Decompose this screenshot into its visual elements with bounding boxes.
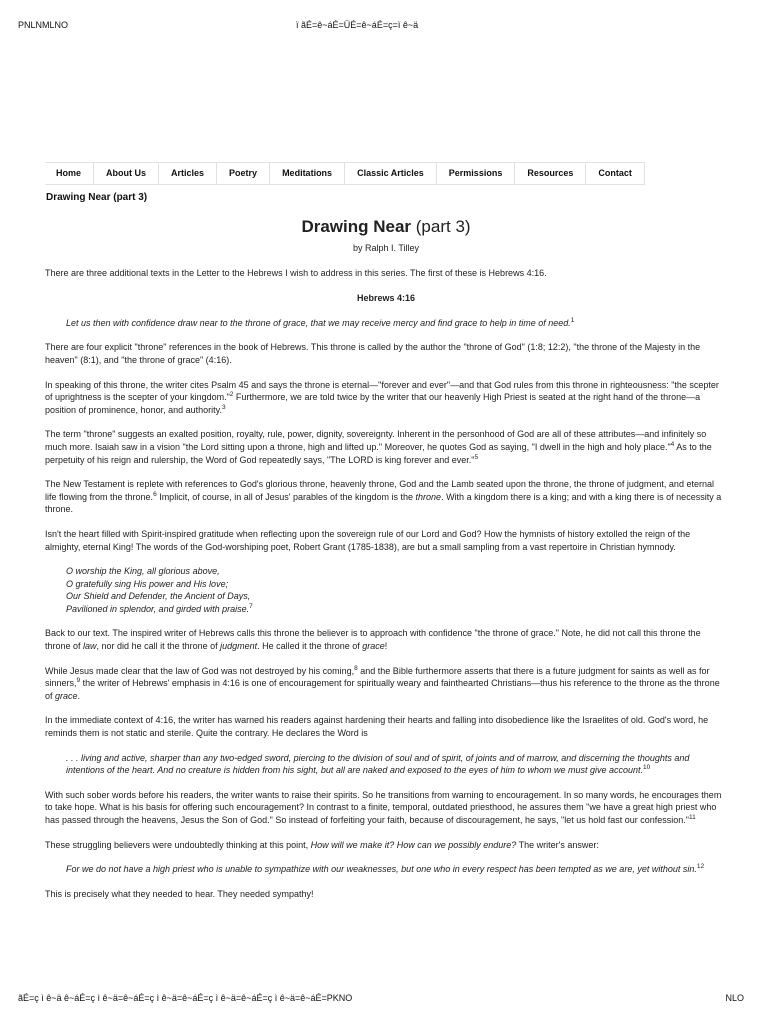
emphasis-grace: grace bbox=[55, 690, 78, 701]
nav-item-meditations[interactable]: Meditations bbox=[270, 163, 345, 184]
paragraph-text: . He called it the throne of bbox=[257, 641, 363, 652]
main-nav bbox=[45, 162, 645, 185]
paragraph-text: Implicit, of course, in all of Jesus' parables of the kingdom is the bbox=[156, 491, 416, 502]
paragraph-7 bbox=[45, 665, 727, 703]
footnote-ref-5[interactable]: 5 bbox=[474, 453, 479, 461]
article-title bbox=[45, 214, 727, 240]
scripture-quote-3 bbox=[66, 863, 727, 876]
print-footer-url: ãÉ=ç ì ê~ä ê~áÉ=ç ì ê~ä=ê~áÉ=ç ì ê~ä=ê~áÉ=ç ì ê~ä=ê~áÉ=ç ì ê~ä=ê~áÉ=PKNO bbox=[18, 993, 353, 1003]
print-footer bbox=[18, 993, 750, 1007]
emphasis-grace: grace bbox=[362, 641, 385, 652]
nav-item-articles[interactable]: Articles bbox=[159, 163, 217, 184]
article-title-main: Drawing Near bbox=[301, 217, 412, 236]
paragraph-text: The term "throne" suggests an exalted position, royalty, rule, power, dignity, sovereignty. Inherent in the personhood of God are all of these attributes—and infinitely so much more. Isaiah saw in a vision "the Lord sitting upon a throne, high and lifted up." Moreover, he quotes God as saying, "I dwell in the high and holy place." bbox=[45, 429, 707, 452]
paragraph-11: This is precisely what they needed to hear. They needed sympathy! bbox=[45, 888, 314, 899]
paragraph-text: , nor did he call it the throne of bbox=[96, 641, 221, 652]
paragraph-text: With such sober words before his readers, the writer wants to raise their spirits. So he transitions from warning to encouragement. In so many words, he encourages them to take hope. What is his basis for offering such encouragement? In contrast to a finite, temporal, outdated priesthood, he assures them "we have a great high priest who has passed through the heavens, Jesus the Son of God." So instead of forfeiting your faith, because of discouragement, he says, "let us hold fast our confession." bbox=[45, 789, 722, 825]
page-breadcrumb: Drawing Near (part 3) bbox=[46, 192, 148, 203]
footnote-ref-6[interactable]: 6 bbox=[153, 490, 157, 498]
paragraph-text: As to the perpetuity of his reign and rulership, the Word of God repeatedly says, "The LORD is king forever and ever." bbox=[45, 441, 712, 465]
print-footer-page-number: NLO bbox=[725, 993, 744, 1003]
article-title-part: (part 3) bbox=[415, 217, 471, 236]
scripture-quote-1 bbox=[66, 317, 727, 330]
article-body bbox=[45, 214, 727, 900]
paragraph-5: Isn't the heart filled with Spirit-inspired gratitude when reflecting upon the sovereign rule of our Lord and God? How the hymnists of history extolled the reign of the almighty, eternal King! The words of the God-worshiping poet, Robert Grant (1785-1838), are but a small sampling from a vast repertoire in Christian hymnody. bbox=[45, 528, 691, 552]
print-header-left: PNLNMLNO bbox=[18, 20, 69, 30]
quote-text: . . . living and active, sharper than any two-edged sword, piercing to the division of soul and of spirit, of joints and of marrow, and discerning the thoughts and intentions of the heart. And no creature is hidden from his sight, but all are naked and exposed to the eyes of him to whom we must give account. bbox=[66, 752, 690, 776]
article-byline: by Ralph I. Tilley bbox=[352, 243, 420, 253]
nav-item-contact[interactable]: Contact bbox=[586, 163, 645, 184]
footnote-ref-9[interactable]: 9 bbox=[76, 677, 81, 685]
paragraph-text: In speaking of this throne, the writer cites Psalm 45 and says the throne is eternal—"forever and ever"—and that God rules from this throne in righteousness: "the scepter of uprightness is the scepter of your kingdom." bbox=[45, 379, 719, 403]
footnote-ref-7[interactable]: 7 bbox=[249, 602, 253, 610]
hymn-line: O worship the King, all glorious above, bbox=[66, 566, 220, 577]
hymn-line: O gratefully sing His power and His love; bbox=[66, 578, 229, 589]
paragraph-text: The writer's answer: bbox=[516, 839, 599, 850]
nav-item-poetry[interactable]: Poetry bbox=[217, 163, 270, 184]
footnote-ref-4[interactable]: 4 bbox=[670, 440, 675, 448]
paragraph-10 bbox=[45, 839, 727, 852]
footnote-ref-1[interactable]: 1 bbox=[570, 316, 575, 324]
paragraph-3 bbox=[45, 428, 727, 466]
paragraph-9 bbox=[45, 789, 727, 827]
hymn-line: Pavilioned in splendor, and girded with praise. bbox=[66, 603, 250, 614]
paragraph-4 bbox=[45, 478, 727, 516]
paragraph-text: the writer of Hebrews' emphasis in 4:16 is one of encouragement for spiritually weary and fainthearted Christians—thus his reference to the throne as the throne of bbox=[45, 678, 720, 701]
paragraph-6 bbox=[45, 627, 727, 652]
print-header-title: ï ãÉ=ê~áÉ=ÜÉ=ê~áÉ=ç=ì ê~ä bbox=[296, 20, 419, 30]
print-header bbox=[18, 20, 750, 34]
nav-item-about-us[interactable]: About Us bbox=[94, 163, 159, 184]
emphasis-judgment: judgment bbox=[220, 641, 258, 652]
paragraph-1: There are four explicit "throne" references in the book of Hebrews. This throne is called by the author the "throne of God" (1:8; 12:2), "the throne of the Majesty in the heaven" (8:1), and "the throne of grace" (4:16). bbox=[45, 342, 701, 365]
section-heading: Hebrews 4:16 bbox=[356, 293, 416, 304]
nav-item-home[interactable]: Home bbox=[45, 163, 94, 184]
hymn-line: Our Shield and Defender, the Ancient of Days, bbox=[66, 591, 251, 602]
nav-item-resources[interactable]: Resources bbox=[515, 163, 586, 184]
emphasis-throne: throne bbox=[415, 491, 442, 502]
paragraph-text: ! bbox=[384, 641, 388, 652]
paragraph-text: These struggling believers were undoubtedly thinking at this point, bbox=[45, 839, 311, 850]
footnote-ref-10[interactable]: 10 bbox=[643, 764, 651, 772]
footnote-ref-11[interactable]: 11 bbox=[688, 814, 696, 821]
paragraph-text: While Jesus made clear that the law of God was not destroyed by his coming, bbox=[45, 665, 355, 676]
footnote-ref-2[interactable]: 2 bbox=[229, 391, 234, 399]
nav-item-permissions[interactable]: Permissions bbox=[437, 163, 516, 184]
emphasis-law: law bbox=[83, 641, 97, 652]
footnote-ref-8[interactable]: 8 bbox=[354, 664, 358, 672]
hymn-quote bbox=[66, 565, 727, 615]
intro-paragraph: There are three additional texts in the Letter to the Hebrews I wish to address in this series. The first of these is Hebrews 4:16. bbox=[45, 267, 547, 278]
quote-text: For we do not have a high priest who is unable to sympathize with our weaknesses, but one who in every respect has been tempted as we are, yet without sin. bbox=[66, 864, 697, 875]
paragraph-text: Furthermore, we are told twice by the writer that our heavenly High Priest is seated at the right hand of the throne—a position of prominence, honor, and authority. bbox=[45, 392, 701, 415]
scripture-quote-2 bbox=[66, 752, 727, 777]
paragraph-2 bbox=[45, 379, 727, 417]
paragraph-text: The New Testament is replete with references to God's glorious throne, heavenly throne, God and the Lamb seated upon the throne, the throne of judgment, and eternal life flowing from the throne. bbox=[45, 479, 714, 502]
paragraph-text: . With a kingdom there is a king; and with a king there is of necessity a throne. bbox=[45, 491, 722, 515]
paragraph-8: In the immediate context of 4:16, the writer has warned his readers against hardening their hearts and falling into disobedience like the Israelites of old. God's word, he reminds them is not static and sterile. Quite the contrary. He declares the Word is bbox=[45, 715, 709, 739]
nav-item-classic-articles[interactable]: Classic Articles bbox=[345, 163, 437, 184]
quote-text: Let us then with confidence draw near to the throne of grace, that we may receive mercy and find grace to help in time of need. bbox=[66, 317, 571, 328]
footnote-ref-3[interactable]: 3 bbox=[221, 403, 226, 411]
footnote-ref-12[interactable]: 12 bbox=[696, 863, 705, 871]
paragraph-text: and the Bible furthermore asserts that there is a future judgment for saints as well as for sinners, bbox=[45, 665, 710, 689]
emphasis-question: How will we make it? How can we possibly endure? bbox=[310, 839, 517, 850]
paragraph-text: Back to our text. The inspired writer of Hebrews calls this throne the believer is to approach with confidence "the throne of grace." Note, he did not call this throne the throne of bbox=[45, 628, 701, 652]
paragraph-text: . bbox=[77, 690, 81, 701]
